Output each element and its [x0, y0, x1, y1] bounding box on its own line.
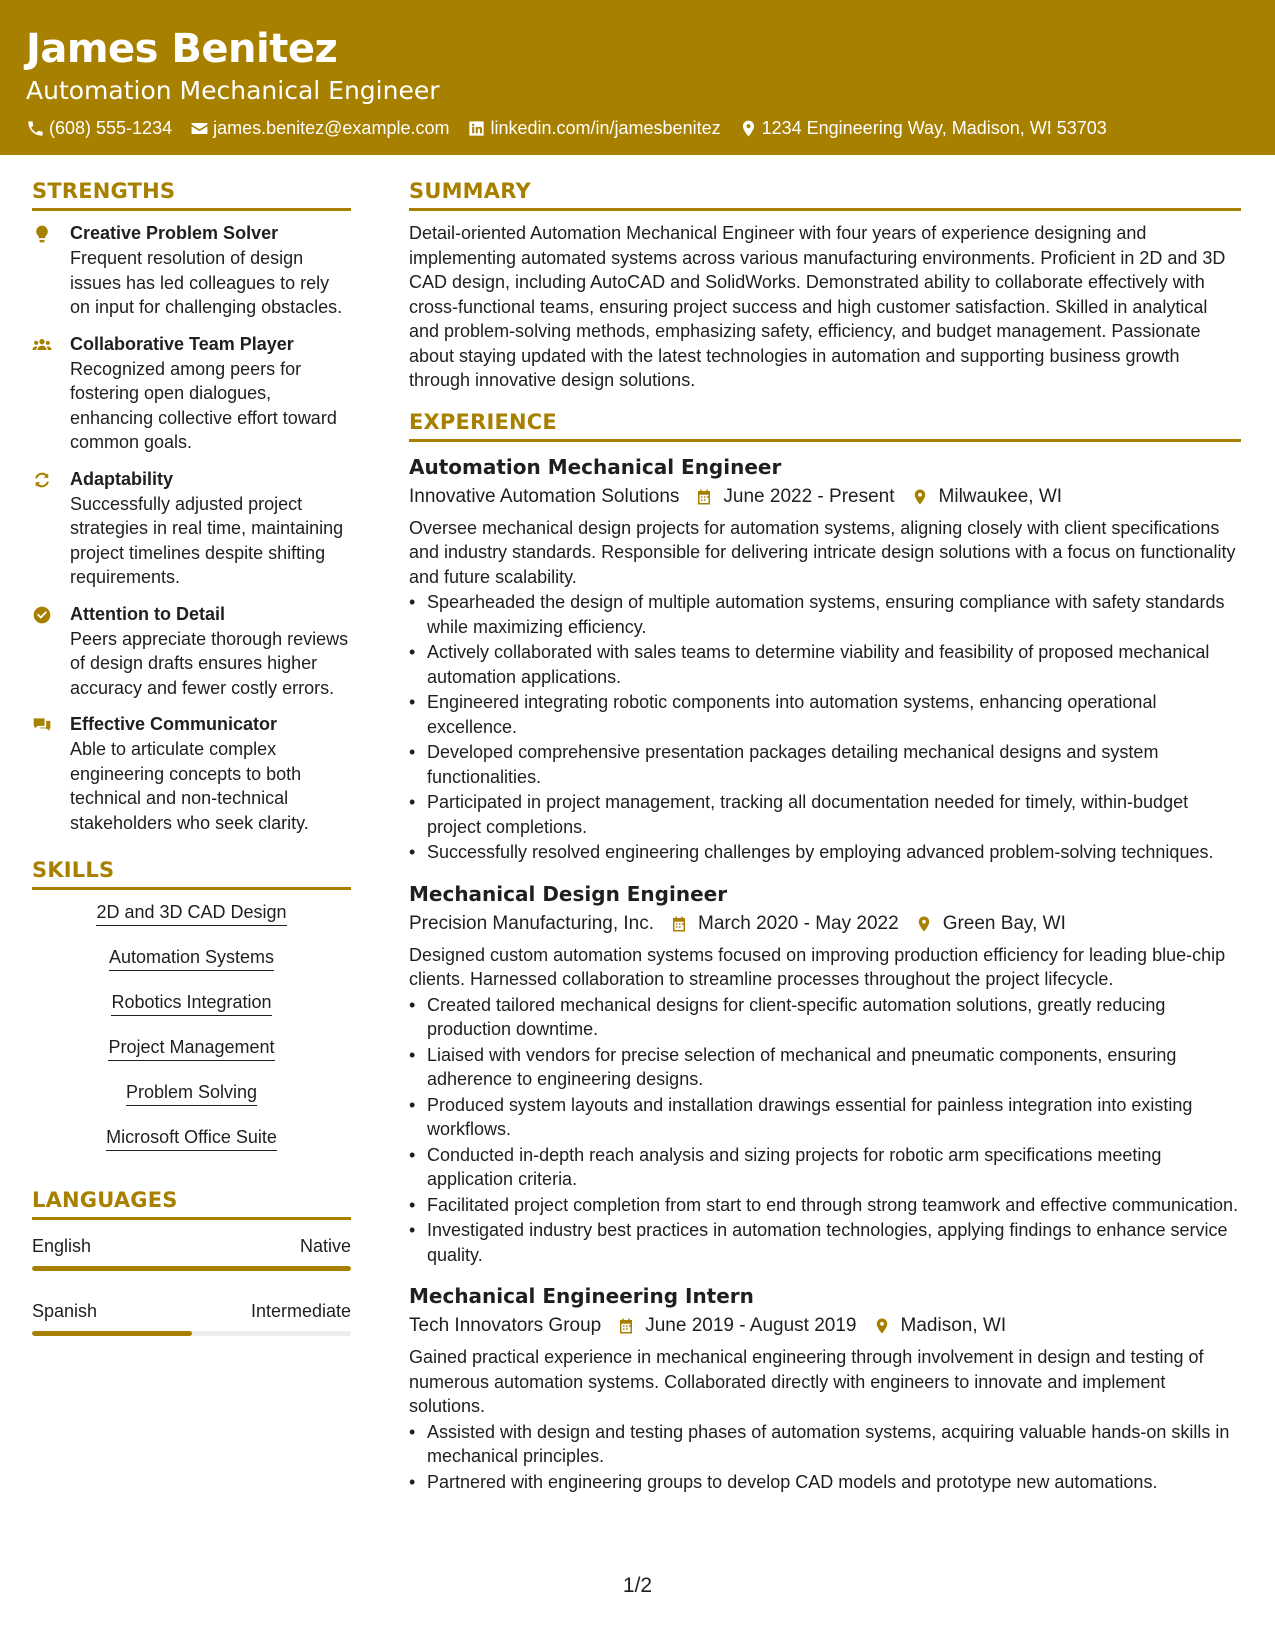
calendar-icon: [695, 488, 713, 506]
skills-list: [32, 900, 351, 1151]
strength-item: [32, 602, 351, 701]
job-location-wrap: [915, 909, 1066, 939]
skill-item: Robotics Integration: [32, 990, 351, 1016]
job-title: Mechanical Engineering Intern: [409, 1284, 754, 1308]
contact-bar: [26, 116, 1249, 140]
strength-desc: Peers appreciate thorough reviews of design drafts ensures higher accuracy and fewer costly errors.: [70, 628, 349, 698]
job-company: Precision Manufacturing, Inc.: [409, 912, 655, 934]
strength-desc: Successfully adjusted project strategies in real time, maintaining project timelines despite shifting requirements.: [70, 493, 344, 587]
job-meta: [409, 482, 1241, 512]
lightbulb-icon: [32, 224, 52, 244]
phone-icon: [26, 119, 45, 138]
strength-title: Collaborative Team Player: [70, 333, 294, 354]
job-bullets: [409, 590, 1241, 865]
job-bullet: • Assisted with design and testing phases of automation systems, acquiring valuable hands-on skills in mechanical principles.: [409, 1420, 1241, 1469]
job-bullet: • Liaised with vendors for precise selection of mechanical and pneumatic components, ensuring adherence to engineering designs.: [409, 1043, 1241, 1092]
job-dates: March 2020 - May 2022: [698, 912, 899, 934]
strength-title: Creative Problem Solver: [70, 223, 279, 243]
job-dates: June 2019 - August 2019: [645, 1315, 857, 1336]
resume-header: [0, 0, 1275, 155]
language-level: Native: [299, 1236, 351, 1256]
candidate-role: Automation Mechanical Engineer: [26, 76, 440, 105]
job-location: Green Bay, WI: [942, 912, 1066, 934]
contact-address: [739, 116, 1107, 140]
linkedin-icon: [467, 119, 486, 138]
map-marker-icon: [915, 915, 933, 933]
job-meta: [409, 909, 1241, 939]
job-bullet: • Actively collaborated with sales teams to determine viability and feasibility of proposed mechanical automation applications.: [409, 640, 1241, 689]
job-title: Mechanical Design Engineer: [409, 881, 728, 906]
summary-text: Detail-oriented Automation Mechanical Engineer with four years of experience designing and implementing automated systems across various manufacturing environments. Proficient in 2D and 3D CAD design, including AutoCAD and SolidWorks. Demonstrated ability to collaborate effectively with cross-functional teams, ensuring project success and high customer satisfaction. Skilled in analytical and problem-solving methods, emphasizing safety, efficiency, and budget management. Passionate about staying updated with the latest technologies in automation and supporting business growth through innovative design solutions.: [409, 223, 1226, 390]
experience-list: [409, 452, 1241, 1495]
job-bullet: • Produced system layouts and installation drawings essential for painless integration into existing workflows.: [409, 1093, 1241, 1142]
job-company: Innovative Automation Solutions: [409, 485, 680, 507]
skill-item: Problem Solving: [32, 1080, 351, 1106]
job-entry: [409, 879, 1241, 1268]
language-name: Spanish: [32, 1301, 98, 1321]
language-name: English: [32, 1236, 92, 1256]
job-meta: [409, 1311, 1241, 1341]
job-bullet: • Engineered integrating robotic components into automation systems, enhancing operational excellence.: [409, 690, 1241, 739]
language-proficiency-bar: [32, 1331, 351, 1336]
job-bullet: • Created tailored mechanical designs for client-specific automation solutions, greatly reducing production downtime.: [409, 993, 1241, 1042]
skills-title: SKILLS: [32, 855, 351, 890]
users-icon: [32, 335, 52, 355]
language-item: [32, 1299, 351, 1336]
job-bullet: • Spearheaded the design of multiple automation systems, ensuring compliance with safety standards while maximizing efficiency.: [409, 590, 1241, 639]
job-bullet: • Conducted in-depth reach analysis and sizing projects for robotic arm specifications meeting application criteria.: [409, 1143, 1241, 1192]
strength-title: Effective Communicator: [70, 714, 278, 734]
comments-icon: [32, 715, 52, 735]
job-bullets: [409, 993, 1241, 1268]
job-location: Milwaukee, WI: [938, 485, 1063, 507]
language-proficiency-fill: [32, 1331, 192, 1336]
calendar-icon: [670, 915, 688, 933]
language-item: [32, 1234, 351, 1271]
map-marker-icon: [873, 1317, 891, 1335]
map-marker-icon: [739, 119, 758, 138]
experience-title: EXPERIENCE: [409, 407, 1241, 442]
check-circle-icon: [32, 605, 52, 625]
job-location-wrap: [911, 482, 1063, 512]
right-column: [409, 176, 1241, 1508]
candidate-name: James Benitez: [26, 26, 338, 72]
job-title: Automation Mechanical Engineer: [409, 454, 782, 479]
language-level: Intermediate: [250, 1301, 351, 1321]
job-bullet: • Successfully resolved engineering challenges by employing advanced problem-solving techniques.: [409, 840, 1241, 865]
skill-item: Microsoft Office Suite: [32, 1125, 351, 1151]
contact-phone: [26, 116, 172, 140]
strength-item: [32, 332, 351, 455]
contact-email[interactable]: [190, 116, 449, 140]
strength-title: Adaptability: [70, 468, 174, 489]
language-proficiency-bar: [32, 1266, 351, 1271]
job-bullets: [409, 1420, 1241, 1495]
address-text: 1234 Engineering Way, Madison, WI 53703: [761, 118, 1107, 138]
calendar-icon: [617, 1317, 635, 1335]
strength-desc: Frequent resolution of design issues has led colleagues to rely on input for challenging obstacles.: [70, 248, 343, 317]
skill-item: Automation Systems: [32, 945, 351, 971]
job-description: Oversee mechanical design projects for automation systems, aligning closely with client specifications and industry standards. Responsible for delivering intricate design solutions with a focus on functionality and future scalability.: [409, 517, 1236, 587]
summary-title: SUMMARY: [409, 176, 1241, 211]
languages-title: LANGUAGES: [32, 1185, 351, 1220]
skill-item: Project Management: [32, 1035, 351, 1061]
strength-title: Attention to Detail: [70, 603, 225, 624]
job-bullet: • Participated in project management, tracking all documentation needed for timely, within-budget project completions.: [409, 790, 1241, 839]
job-bullet: • Developed comprehensive presentation packages detailing mechanical designs and system functionalities.: [409, 740, 1241, 789]
phone-text: (608) 555-1234: [49, 118, 173, 138]
job-dates: June 2022 - Present: [723, 485, 895, 507]
refresh-icon: [32, 470, 52, 490]
map-marker-icon: [911, 488, 929, 506]
strength-desc: Able to articulate complex engineering concepts to both technical and non-technical stakeholders who seek clarity.: [70, 739, 309, 833]
strength-item: [32, 712, 351, 835]
job-bullet: • Investigated industry best practices in automation technologies, applying findings to enhance service quality.: [409, 1218, 1241, 1267]
job-bullet: • Partnered with engineering groups to develop CAD models and prototype new automations.: [409, 1470, 1241, 1495]
strength-desc: Recognized among peers for fostering open dialogues, enhancing collective effort toward common goals.: [70, 358, 337, 452]
job-dates-wrap: [670, 909, 899, 939]
job-location: Madison, WI: [900, 1315, 1007, 1336]
strength-item: [32, 221, 351, 320]
email-text[interactable]: james.benitez@example.com: [213, 118, 450, 138]
job-entry: [409, 452, 1241, 865]
strength-item: [32, 467, 351, 590]
job-company: Tech Innovators Group: [409, 1315, 602, 1336]
contact-linkedin[interactable]: [467, 116, 720, 140]
linkedin-text[interactable]: linkedin.com/in/jamesbenitez: [490, 118, 721, 138]
job-location-wrap: [873, 1311, 1007, 1341]
envelope-icon: [190, 119, 209, 138]
left-column: [32, 176, 351, 1364]
job-description: Gained practical experience in mechanical engineering through involvement in design and testing of numerous automation systems. Collaborated directly with engineers to innovate and implement solutions.: [409, 1347, 1204, 1416]
skill-item: 2D and 3D CAD Design: [32, 900, 351, 926]
page-number: 1/2: [622, 1574, 653, 1597]
job-description: Designed custom automation systems focused on improving production efficiency for leading blue-chip clients. Harnessed collaboration to streamline processes throughout the project lifecycle.: [409, 944, 1226, 989]
job-dates-wrap: [617, 1311, 856, 1341]
job-bullet: • Facilitated project completion from start to end through strong teamwork and effective communication.: [409, 1193, 1241, 1218]
job-entry: [409, 1281, 1241, 1494]
job-dates-wrap: [695, 482, 894, 512]
language-proficiency-fill: [32, 1266, 351, 1271]
strengths-title: STRENGTHS: [32, 176, 351, 211]
